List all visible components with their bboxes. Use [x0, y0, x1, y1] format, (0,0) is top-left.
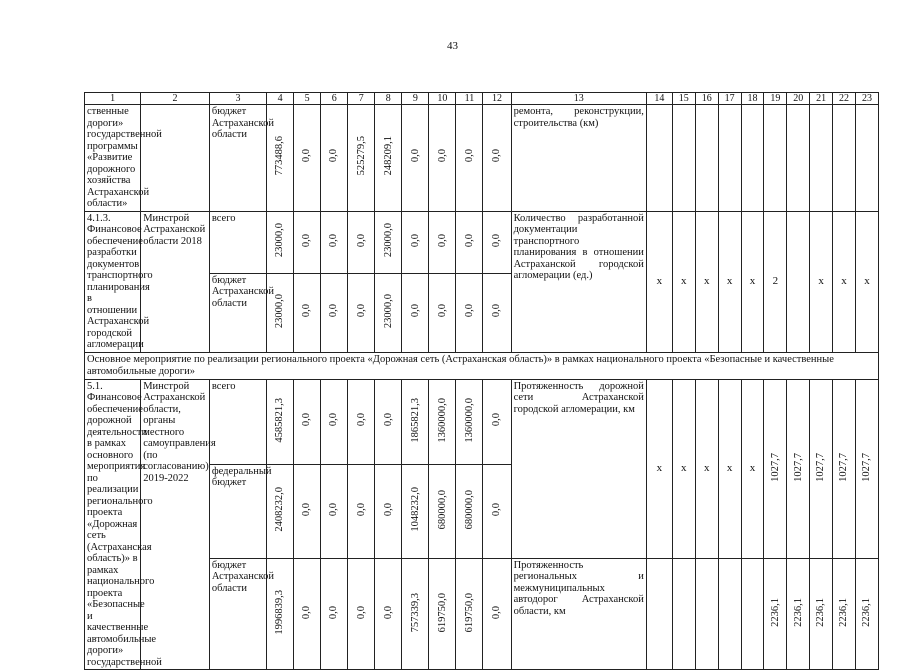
value-cell: 0,0	[456, 105, 483, 212]
indicator-value: x	[741, 379, 764, 558]
table-row	[85, 352, 879, 379]
value-cell: 0,0	[321, 379, 348, 464]
indicator-name: ремонта, реконструкции, строительства (км)	[511, 105, 646, 212]
measure-name: 4.1.3. Финансовое обеспечение разработки документов транспортного планирования в отношении Астраханской городской агломерации	[85, 211, 141, 352]
responsible-cell: Минстрой Астраханской области 2018	[141, 211, 210, 352]
column-header: 15	[672, 93, 695, 105]
table-row	[85, 379, 879, 464]
value-cell: 0,0	[294, 558, 321, 669]
indicator-value: x	[718, 379, 741, 558]
column-header: 5	[294, 93, 321, 105]
value-cell: 0,0	[402, 105, 429, 212]
indicator-name: Протяженность дорожной сети Астраханской городской агломерации, км	[511, 379, 646, 558]
indicator-value: x	[695, 211, 718, 352]
indicator-value: x	[855, 211, 878, 352]
column-header: 23	[855, 93, 878, 105]
indicator-value: x	[718, 211, 741, 352]
column-header: 9	[402, 93, 429, 105]
table-row	[85, 211, 879, 273]
value-cell: 0,0	[483, 273, 511, 352]
value-cell: 23000,0	[375, 211, 402, 273]
column-header: 18	[741, 93, 764, 105]
indicator-value: 2236,1	[764, 558, 787, 669]
value-cell: 1360000,0	[429, 379, 456, 464]
program-table	[84, 92, 879, 670]
funding-source: всего	[209, 379, 266, 464]
indicator-value	[787, 211, 810, 352]
value-cell: 0,0	[348, 211, 375, 273]
column-header: 16	[695, 93, 718, 105]
value-cell: 0,0	[483, 464, 511, 558]
column-header: 8	[375, 93, 402, 105]
indicator-value: 2	[764, 211, 787, 352]
value-cell: 680000,0	[456, 464, 483, 558]
value-cell: 0,0	[321, 558, 348, 669]
value-cell: 773488,6	[267, 105, 294, 212]
column-header: 13	[511, 93, 646, 105]
value-cell: 0,0	[294, 464, 321, 558]
value-cell: 0,0	[375, 464, 402, 558]
funding-source: бюджет Астраханской области	[209, 558, 266, 669]
indicator-value: x	[672, 379, 695, 558]
column-header: 19	[764, 93, 787, 105]
column-header: 2	[141, 93, 210, 105]
funding-source: всего	[209, 211, 266, 273]
indicator-name: Протяженность региональных и межмуниципальных автодорог Астраханской области, км	[511, 558, 646, 669]
column-header: 6	[321, 93, 348, 105]
column-header: 21	[810, 93, 833, 105]
value-cell: 23000,0	[375, 273, 402, 352]
column-header: 14	[646, 93, 672, 105]
indicator-value: 2236,1	[833, 558, 856, 669]
indicator-value: x	[672, 211, 695, 352]
value-cell: 0,0	[429, 273, 456, 352]
value-cell: 248209,1	[375, 105, 402, 212]
measure-name: ственные дороги» государственной программы «Развитие дорожного хозяйства Астраханской области»	[85, 105, 141, 212]
column-header: 11	[456, 93, 483, 105]
responsible-cell	[141, 105, 210, 212]
column-header: 7	[348, 93, 375, 105]
value-cell: 619750,0	[456, 558, 483, 669]
indicator-value: x	[833, 211, 856, 352]
value-cell: 619750,0	[429, 558, 456, 669]
value-cell: 1996839,3	[267, 558, 294, 669]
value-cell: 680000,0	[429, 464, 456, 558]
value-cell: 0,0	[348, 379, 375, 464]
value-cell: 0,0	[375, 558, 402, 669]
value-cell: 1360000,0	[456, 379, 483, 464]
indicator-value: x	[741, 211, 764, 352]
value-cell: 0,0	[294, 105, 321, 212]
value-cell: 0,0	[429, 211, 456, 273]
table-row	[85, 105, 879, 212]
value-cell: 0,0	[321, 273, 348, 352]
value-cell: 0,0	[456, 211, 483, 273]
funding-source: бюджет Астраханской области	[209, 273, 266, 352]
indicator-value: 2236,1	[810, 558, 833, 669]
value-cell: 0,0	[402, 211, 429, 273]
value-cell: 0,0	[321, 211, 348, 273]
indicator-value: 1027,7	[833, 379, 856, 558]
indicator-value: x	[646, 211, 672, 352]
indicator-name: Количество разработанной документации транспортного планирования в отношении Астраханской городской агломерации (ед.)	[511, 211, 646, 352]
value-cell: 0,0	[294, 211, 321, 273]
value-cell: 0,0	[483, 105, 511, 212]
indicator-value: 1027,7	[810, 379, 833, 558]
value-cell: 757339,3	[402, 558, 429, 669]
value-cell: 0,0	[294, 273, 321, 352]
indicator-value: 1027,7	[855, 379, 878, 558]
value-cell: 0,0	[348, 464, 375, 558]
section-title: Основное мероприятие по реализации регионального проекта «Дорожная сеть (Астраханская область)» в рамках национального проекта «Безопасные и качественные автомобильные дороги»	[85, 352, 879, 379]
value-cell: 0,0	[294, 379, 321, 464]
value-cell: 0,0	[348, 273, 375, 352]
value-cell: 0,0	[483, 379, 511, 464]
header-row	[85, 93, 879, 105]
column-header: 3	[209, 93, 266, 105]
indicator-value: x	[810, 211, 833, 352]
indicator-value: 1027,7	[787, 379, 810, 558]
value-cell: 525279,5	[348, 105, 375, 212]
value-cell: 0,0	[456, 273, 483, 352]
indicator-value: 1027,7	[764, 379, 787, 558]
value-cell: 0,0	[429, 105, 456, 212]
value-cell: 23000,0	[267, 273, 294, 352]
value-cell: 2408232,0	[267, 464, 294, 558]
column-header: 10	[429, 93, 456, 105]
responsible-cell: Минстрой Астраханской области, органы местного самоуправления (по согласованию) 2019-2022	[141, 379, 210, 670]
value-cell: 0,0	[483, 211, 511, 273]
measure-name: 5.1. Финансовое обеспечение дорожной деятельности в рамках основного мероприятия по реализации регионального проекта «Дорожная сеть (Астраханская область)» в рамках национального проекта «Безопасные и качественные автомобильные дороги» государственной	[85, 379, 141, 670]
indicator-value: x	[646, 379, 672, 558]
indicator-value: 2236,1	[787, 558, 810, 669]
column-header: 22	[833, 93, 856, 105]
value-cell: 0,0	[321, 464, 348, 558]
value-cell: 0,0	[321, 105, 348, 212]
value-cell: 0,0	[348, 558, 375, 669]
value-cell: 0,0	[375, 379, 402, 464]
value-cell: 0,0	[402, 273, 429, 352]
column-header: 4	[267, 93, 294, 105]
value-cell: 0,0	[483, 558, 511, 669]
page-number: 43	[447, 40, 458, 52]
indicator-value: x	[695, 379, 718, 558]
column-header: 20	[787, 93, 810, 105]
column-header: 12	[483, 93, 511, 105]
value-cell: 23000,0	[267, 211, 294, 273]
value-cell: 4585821,3	[267, 379, 294, 464]
column-header: 1	[85, 93, 141, 105]
value-cell: 1048232,0	[402, 464, 429, 558]
value-cell: 1865821,3	[402, 379, 429, 464]
column-header: 17	[718, 93, 741, 105]
funding-source: бюджет Астраханской области	[209, 105, 266, 212]
funding-source: федеральный бюджет	[209, 464, 266, 558]
indicator-value: 2236,1	[855, 558, 878, 669]
